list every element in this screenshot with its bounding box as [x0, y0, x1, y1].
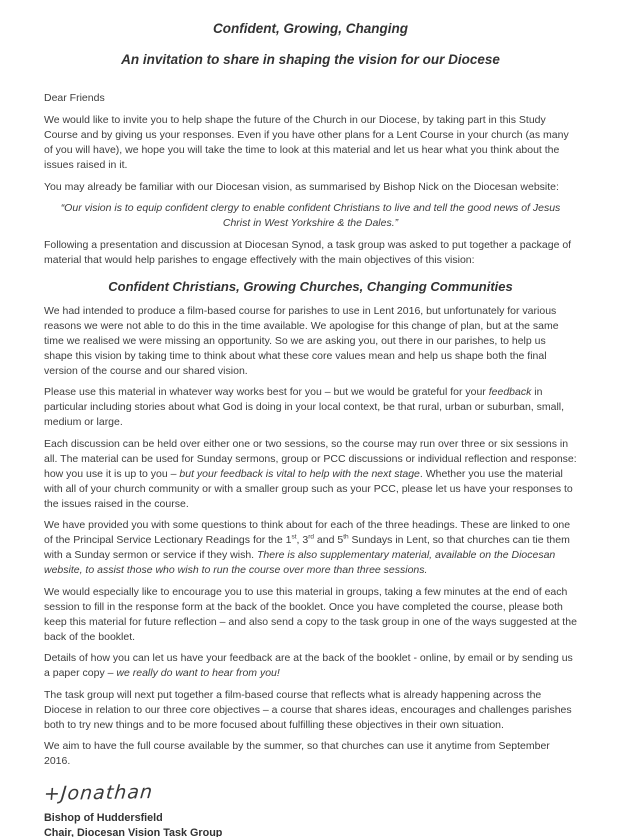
paragraph-details: Details of how you can let us have your feedback are at the back of the booklet - online, by email or by sending us a paper copy – we really do want to hear from you!	[44, 652, 573, 679]
signature-lines	[44, 811, 577, 837]
paragraph-film-course: We had intended to produce a film-based course for parishes to use in Lent 2016, but unfortunately for various reasons we were not able to do this in the time available. We apologise for this change of plan, but at the same time we realised we were missing an opportunity. So we are asking you, out there in our parishes, to help us shape this vision by taking time to think about what these core values mean and help us shape both the final version of the course and our shared vision.	[44, 304, 559, 377]
paragraph-sessions: Each discussion can be held over either one or two sessions, so the course may run over three or six sessions in all. The material can be used for Sunday sermons, group or PCC discussions or individual reflection and response: how you use it is up to you – but your feedback is vital to help with the next stage. Whether you use the material with all of your church community or with a smaller group such as your PCC, please let us have your responses to the issues raised in the course.	[44, 437, 577, 510]
signature-handwriting: +Jonathan	[42, 780, 155, 805]
signature-title: Chair, Diocesan Vision Task Group	[44, 826, 223, 837]
paragraph-timeline: We aim to have the full course available by the summer, so that churches can use it anytime from September 2016.	[44, 740, 550, 767]
salutation: Dear Friends	[44, 92, 105, 104]
letter-subtitle: An invitation to share in shaping the vision for our Diocese	[121, 52, 500, 67]
paragraph-feedback: Please use this material in whatever way works best for you – but we would be grateful for your feedback in particular including stories about what God is doing in your local context, be that rural, urban or suburban, small, medium or large.	[44, 386, 565, 428]
paragraph-synod: Following a presentation and discussion at Diocesan Synod, a task group was asked to put together a package of material that would help parishes to engage effectively with the main objectives of this vision:	[44, 238, 572, 266]
paragraph-invite: We would like to invite you to help shape the future of the Church in our Diocese, by taking part in this Study Course and by giving us your responses. Even if you have other plans for a Lent Course in your church (as many of you will have), we hope you will take the time to look at this material and let us hear what you think about the issues raised in it.	[44, 114, 569, 171]
letter-title: Confident, Growing, Changing	[213, 21, 408, 36]
signature-block	[44, 776, 577, 837]
section-heading-objectives: Confident Christians, Growing Churches, Changing Communities	[108, 278, 513, 294]
paragraph-groups: We would especially like to encourage you to use this material in groups, taking a few minutes at the end of each session to fill in the response form at the back of the booklet. Once you have completed the course, please both keep this material for future reflection – and also send a copy to the task group in one of the ways suggested at the back of the booklet.	[44, 585, 577, 643]
signature-role: Bishop of Huddersfield	[44, 811, 163, 824]
vision-quote: “Our vision is to equip confident clergy to enable confident Christians to live and tell the good news of Jesus Christ in West Yorkshire & the Dales.”	[60, 202, 561, 229]
paragraph-questions: We have provided you with some questions to think about for each of the three headings. These are linked to one of the Principal Service Lectionary Readings for the 1st, 3rd and 5th Sundays in Lent, so that churches can tie them with a Sunday sermon or service if they wish. There is also supplementary material, available on the Diocesan website, to assist those who wish to run the course over more than three sessions.	[44, 519, 571, 576]
letter-body	[44, 91, 577, 769]
paragraph-next-steps: The task group will next put together a film-based course that reflects what is already happening across the Diocese in relation to our three core objectives – a course that shares ideas, encourages and challenges parishes both to try new things and to be more focused about fulfilling these objectives in their own situation.	[44, 688, 572, 731]
paragraph-vision-intro: You may already be familiar with our Diocesan vision, as summarised by Bishop Nick on the Diocesan website:	[44, 180, 559, 193]
